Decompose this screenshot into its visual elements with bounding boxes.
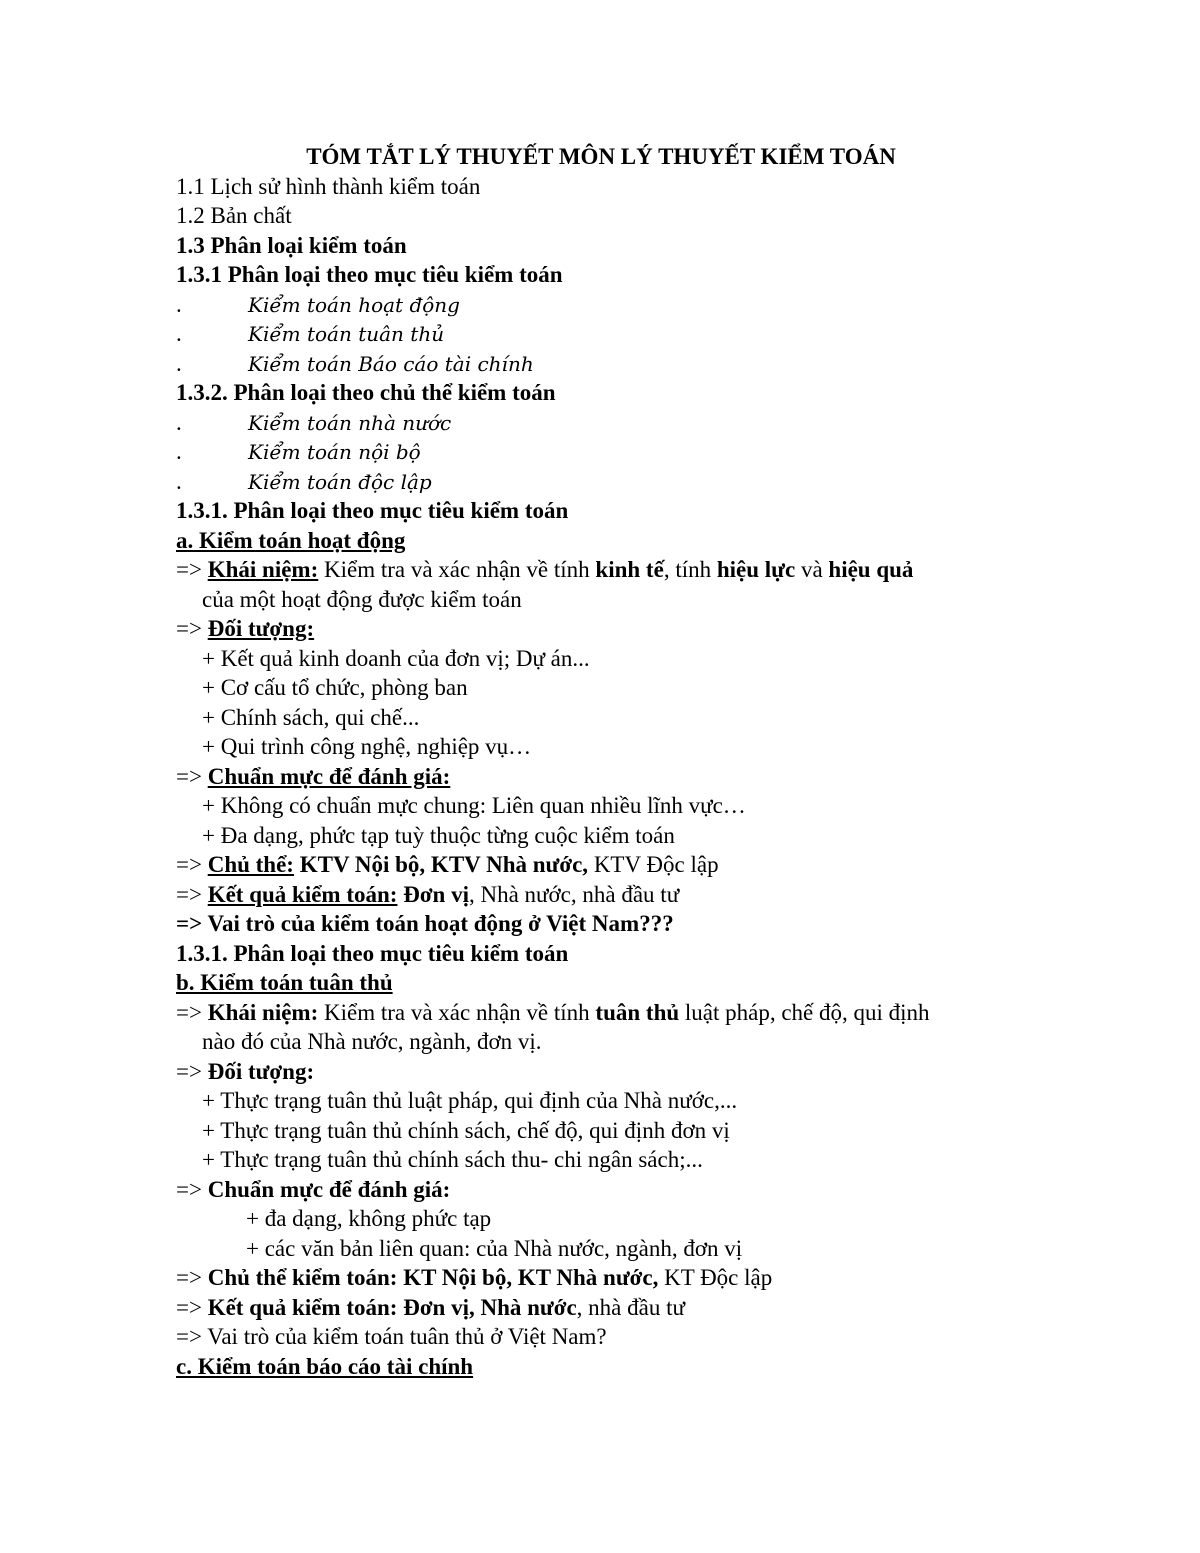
khai-niem-a-cont: của một hoạt động được kiểm toán [202, 586, 522, 612]
section-1-3-1: 1.3.1 Phân loại theo mục tiêu kiểm toán [176, 262, 563, 287]
heading-a: a. Kiểm toán hoạt động [176, 527, 406, 553]
vai-tro-b: => Vai trò của kiểm toán tuân thủ ở Việt Nam? [176, 1324, 607, 1349]
list-item: + Đa dạng, phức tạp tuỳ thuộc từng cuộc kiểm toán [202, 822, 675, 848]
list-item: . Kiểm toán hoạt động [176, 291, 460, 317]
section-1-2: 1.2 Bản chất [176, 203, 292, 228]
list-item: + đa dạng, không phức tạp [246, 1206, 492, 1231]
doi-tuong-a: => Đối tượng: [176, 616, 315, 641]
list-item: . Kiểm toán Báo cáo tài chính [176, 350, 534, 376]
list-item: + Chính sách, qui chế... [202, 704, 420, 730]
khai-niem-b: => Khái niệm: Kiểm tra và xác nhận về tính tuân thủ luật pháp, chế độ, qui định [176, 999, 930, 1025]
list-item: + Không có chuẩn mực chung: Liên quan nhiều lĩnh vực… [202, 793, 746, 818]
list-item: . Kiểm toán tuân thủ [176, 321, 445, 346]
list-item: + Kết quả kinh doanh của đơn vị; Dự án... [202, 645, 590, 671]
list-item: + Thực trạng tuân thủ chính sách thu- chi ngân sách;... [202, 1147, 703, 1172]
list-item: + Thực trạng tuân thủ luật pháp, qui định của Nhà nước,... [202, 1088, 738, 1113]
list-item: . Kiểm toán nhà nước [176, 409, 452, 435]
list-item: + Thực trạng tuân thủ chính sách, chế độ, qui định đơn vị [202, 1117, 730, 1143]
khai-niem-b-cont: nào đó của Nhà nước, ngành, đơn vị. [202, 1029, 542, 1054]
list-item: + Cơ cấu tổ chức, phòng ban [202, 675, 468, 700]
list-item: + các văn bản liên quan: của Nhà nước, ngành, đơn vị [246, 1235, 743, 1261]
document-page [176, 142, 1056, 1381]
section-1-3: 1.3 Phân loại kiểm toán [176, 232, 407, 258]
section-1-1: 1.1 Lịch sử hình thành kiểm toán [176, 173, 481, 199]
list-item: . Kiểm toán nội bộ [176, 439, 421, 464]
doi-tuong-b: => Đối tượng: [176, 1058, 315, 1084]
list-item: . Kiểm toán độc lập [176, 468, 432, 494]
section-heading-a-parent: 1.3.1. Phân loại theo mục tiêu kiểm toán [176, 498, 569, 523]
heading-c: c. Kiểm toán báo cáo tài chính [176, 1353, 474, 1379]
ket-qua-b: => Kết quả kiểm toán: Đơn vị, Nhà nước, nhà đầu tư [176, 1294, 685, 1320]
chuan-muc-a: => Chuẩn mực để đánh giá: [176, 763, 451, 789]
document-title: TÓM TẮT LÝ THUYẾT MÔN LÝ THUYẾT KIỂM TOÁN [306, 144, 896, 169]
chu-the-a: => Chủ thể: KTV Nội bộ, KTV Nhà nước, KTV Độc lập [176, 852, 719, 877]
section-heading-b-parent: 1.3.1. Phân loại theo mục tiêu kiểm toán [176, 940, 569, 966]
section-1-3-2: 1.3.2. Phân loại theo chủ thể kiểm toán [176, 380, 556, 405]
khai-niem-a: => Khái niệm: Kiểm tra và xác nhận về tính kinh tế, tính hiệu lực và hiệu quả [176, 557, 914, 582]
heading-b: b. Kiểm toán tuân thủ [176, 970, 393, 995]
list-item: + Qui trình công nghệ, nghiệp vụ… [202, 734, 532, 759]
chuan-muc-b: => Chuẩn mực để đánh giá: [176, 1176, 451, 1202]
ket-qua-a: => Kết quả kiểm toán: Đơn vị, Nhà nước, nhà đầu tư [176, 881, 680, 907]
vai-tro-a: => Vai trò của kiểm toán hoạt động ở Việt Nam??? [176, 911, 674, 936]
chu-the-b: => Chủ thể kiểm toán: KT Nội bộ, KT Nhà nước, KT Độc lập [176, 1265, 773, 1290]
